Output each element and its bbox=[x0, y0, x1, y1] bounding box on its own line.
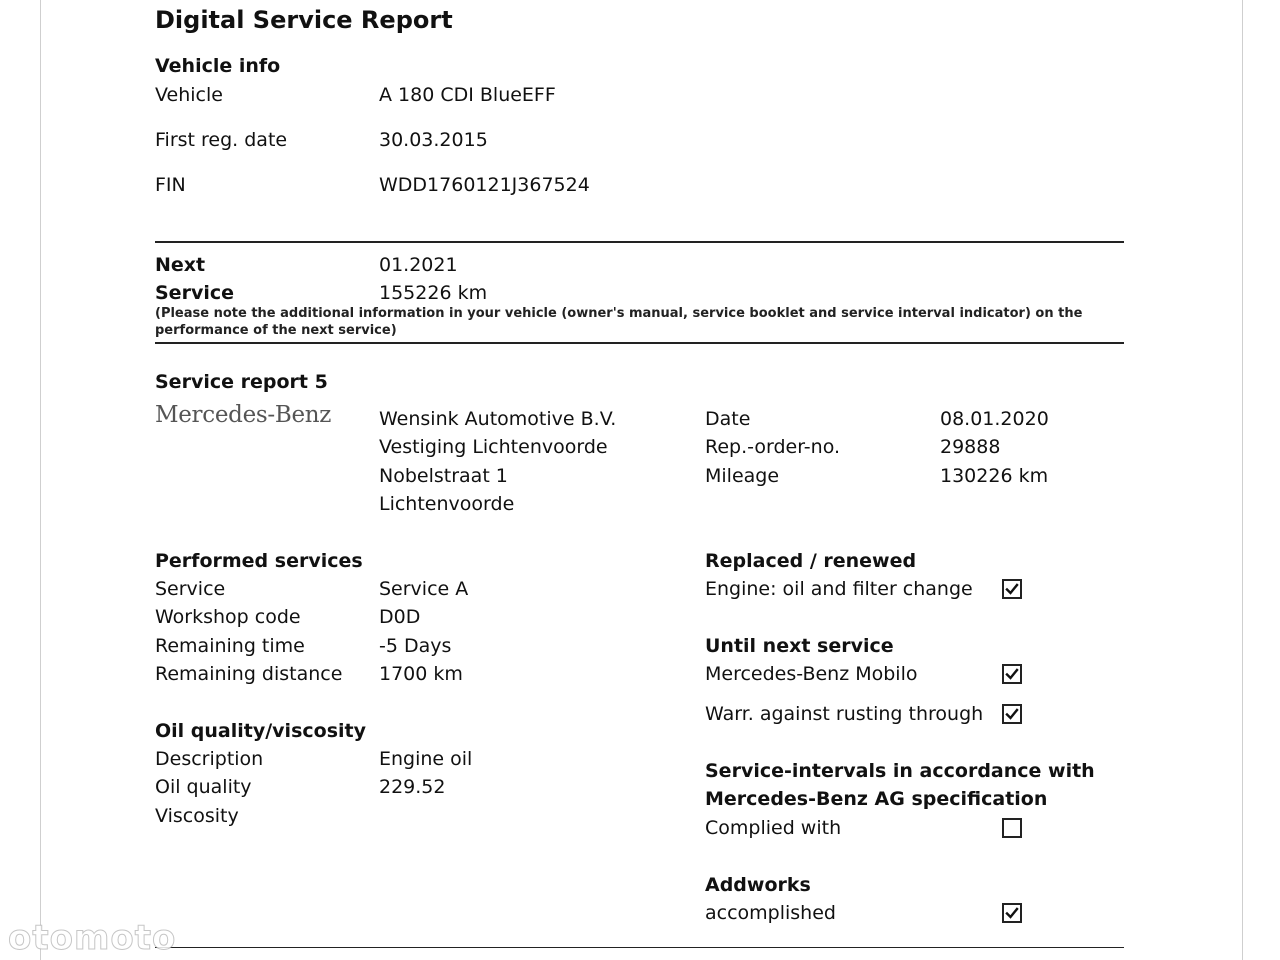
intervals-heading-2: Mercedes-Benz AG specification bbox=[705, 788, 1048, 810]
mercedes-benz-logo: Mercedes-Benz bbox=[155, 402, 332, 428]
complied-label: Complied with bbox=[705, 817, 842, 839]
rep-order-value: 29888 bbox=[940, 436, 1001, 458]
watermark: otomoto bbox=[8, 918, 177, 958]
complied-checkbox[interactable] bbox=[1002, 818, 1022, 838]
service-report-heading: Service report 5 bbox=[155, 371, 328, 393]
oil-quality-heading: Oil quality/viscosity bbox=[155, 720, 366, 742]
fin-value: WDD1760121J367524 bbox=[379, 174, 590, 196]
checkmark-icon bbox=[1005, 582, 1019, 596]
rep-order-label: Rep.-order-no. bbox=[705, 436, 841, 458]
replaced-item-label: Engine: oil and filter change bbox=[705, 578, 973, 600]
performed-services-heading: Performed services bbox=[155, 550, 363, 572]
rust-warranty-label: Warr. against rusting through bbox=[705, 703, 984, 725]
vehicle-info-heading: Vehicle info bbox=[155, 55, 281, 77]
service-value: Service A bbox=[379, 578, 469, 600]
oil-quality-value: 229.52 bbox=[379, 776, 446, 798]
remaining-time-label: Remaining time bbox=[155, 635, 305, 657]
mileage-value: 130226 km bbox=[940, 465, 1049, 487]
intervals-heading-1: Service-intervals in accordance with bbox=[705, 760, 1095, 782]
dealer-city: Lichtenvoorde bbox=[379, 493, 515, 515]
remaining-time-value: -5 Days bbox=[379, 635, 452, 657]
page-left-edge bbox=[40, 0, 41, 960]
date-label: Date bbox=[705, 408, 751, 430]
remaining-distance-label: Remaining distance bbox=[155, 663, 343, 685]
description-value: Engine oil bbox=[379, 748, 473, 770]
replaced-heading: Replaced / renewed bbox=[705, 550, 917, 572]
page-title: Digital Service Report bbox=[155, 6, 453, 34]
workshop-code-label: Workshop code bbox=[155, 606, 301, 628]
first-reg-value: 30.03.2015 bbox=[379, 129, 488, 151]
dealer-street: Nobelstraat 1 bbox=[379, 465, 508, 487]
checkmark-icon bbox=[1005, 906, 1019, 920]
viscosity-label: Viscosity bbox=[155, 805, 239, 827]
rust-warranty-checkbox[interactable] bbox=[1002, 704, 1022, 724]
addworks-heading: Addworks bbox=[705, 874, 811, 896]
replaced-checkbox[interactable] bbox=[1002, 579, 1022, 599]
mobilo-checkbox[interactable] bbox=[1002, 664, 1022, 684]
checkmark-icon bbox=[1005, 707, 1019, 721]
vehicle-label: Vehicle bbox=[155, 84, 223, 106]
accomplished-checkbox[interactable] bbox=[1002, 903, 1022, 923]
workshop-code-value: D0D bbox=[379, 606, 421, 628]
next-service-note: (Please note the additional information in your vehicle (owner's manual, service booklet and service interval indicator) on the performance of the next service) bbox=[155, 306, 1083, 338]
date-value: 08.01.2020 bbox=[940, 408, 1049, 430]
first-reg-label: First reg. date bbox=[155, 129, 288, 151]
divider-middle bbox=[155, 342, 1124, 344]
next-service-label-2: Service bbox=[155, 282, 234, 304]
next-service-date: 01.2021 bbox=[379, 254, 458, 276]
dealer-branch: Vestiging Lichtenvoorde bbox=[379, 436, 608, 458]
vehicle-value: A 180 CDI BlueEFF bbox=[379, 84, 556, 106]
next-service-label-1: Next bbox=[155, 254, 206, 276]
description-label: Description bbox=[155, 748, 264, 770]
until-next-heading: Until next service bbox=[705, 635, 894, 657]
divider-bottom bbox=[155, 947, 1124, 948]
mileage-label: Mileage bbox=[705, 465, 780, 487]
service-label: Service bbox=[155, 578, 226, 600]
accomplished-label: accomplished bbox=[705, 902, 836, 924]
mobilo-label: Mercedes-Benz Mobilo bbox=[705, 663, 918, 685]
divider-top bbox=[155, 241, 1124, 243]
next-service-mileage: 155226 km bbox=[379, 282, 488, 304]
dealer-name: Wensink Automotive B.V. bbox=[379, 408, 617, 430]
checkmark-icon bbox=[1005, 667, 1019, 681]
remaining-distance-value: 1700 km bbox=[379, 663, 463, 685]
page-right-edge bbox=[1242, 0, 1243, 960]
oil-quality-label: Oil quality bbox=[155, 776, 252, 798]
fin-label: FIN bbox=[155, 174, 186, 196]
